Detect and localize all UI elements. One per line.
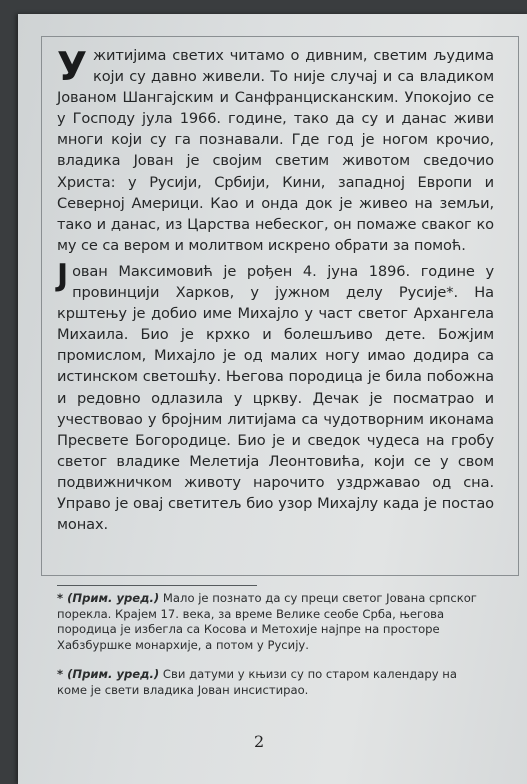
footnote-1-text: Мало је познато да су преци светог Јована српског порекла. Крајем 17. века, за време Велике сеобе Срба, његова породица је избегла са Косова и Метохије најпре на просторе Хабзбуршке монархије, а потом у Русију. — [57, 591, 477, 652]
dropcap-2: Ј — [57, 258, 69, 293]
footnote-2-label: * (Прим. уред.) — [57, 667, 160, 681]
footnote-divider — [57, 585, 257, 586]
paragraph-2-text: ован Максимовић је рођен 4. јуна 1896. године у провинцији Харков, у јужном делу Русије*. На крштењу је добио име Михајло у част светог Архангела Михаила. Био је крхко и болешљиво дете. Божјим промислом, Михајло је од малих ногу имао додира са истинском светошћу. Његова породица је била побожна и редовно одлазила у цркву. Дечак је посматрао и учествовао у бројним литијама са чудотворним иконама Пресвете Богородице. Био је и сведок чудеса на гробу светог владике Мелетија Леонтовића, који се у свом подвижничком животу нарочито уздржавао од сна. Управо је овај светитељ био узор Михајлу када је постао монах. — [57, 263, 494, 534]
footnote-1-label: * (Прим. уред.) — [57, 591, 160, 605]
paragraph-1 — [57, 45, 494, 256]
footnote-2 — [57, 667, 477, 698]
paragraph-2 — [57, 258, 494, 535]
paragraph-1-text: житијима светих читамо о дивним, светим људима који су давно живели. То није случај и са владиком Јованом Шангајским и Санфранцисканским. Упокојио се у Господу јула 1966. године, тако да су и данас живи многи који су га познавали. Где год је ногом крочио, владика Јован је својим светим животом сведочио Христа: у Русији, Србији, Кини, западној Европи и Северној Америци. Као и онда док је живео на земљи, тако и данас, из Царства небеског, он помаже сваког ко му се са вером и молитвом искрено обрати за помоћ. — [57, 47, 494, 254]
footnote-1 — [57, 591, 477, 653]
dropcap-1: У — [57, 45, 87, 90]
footnote-2-text: Сви датуми у књизи су по старом календару на коме је свети владика Јован инсистирао. — [57, 667, 457, 697]
page-number: 2 — [254, 732, 265, 751]
